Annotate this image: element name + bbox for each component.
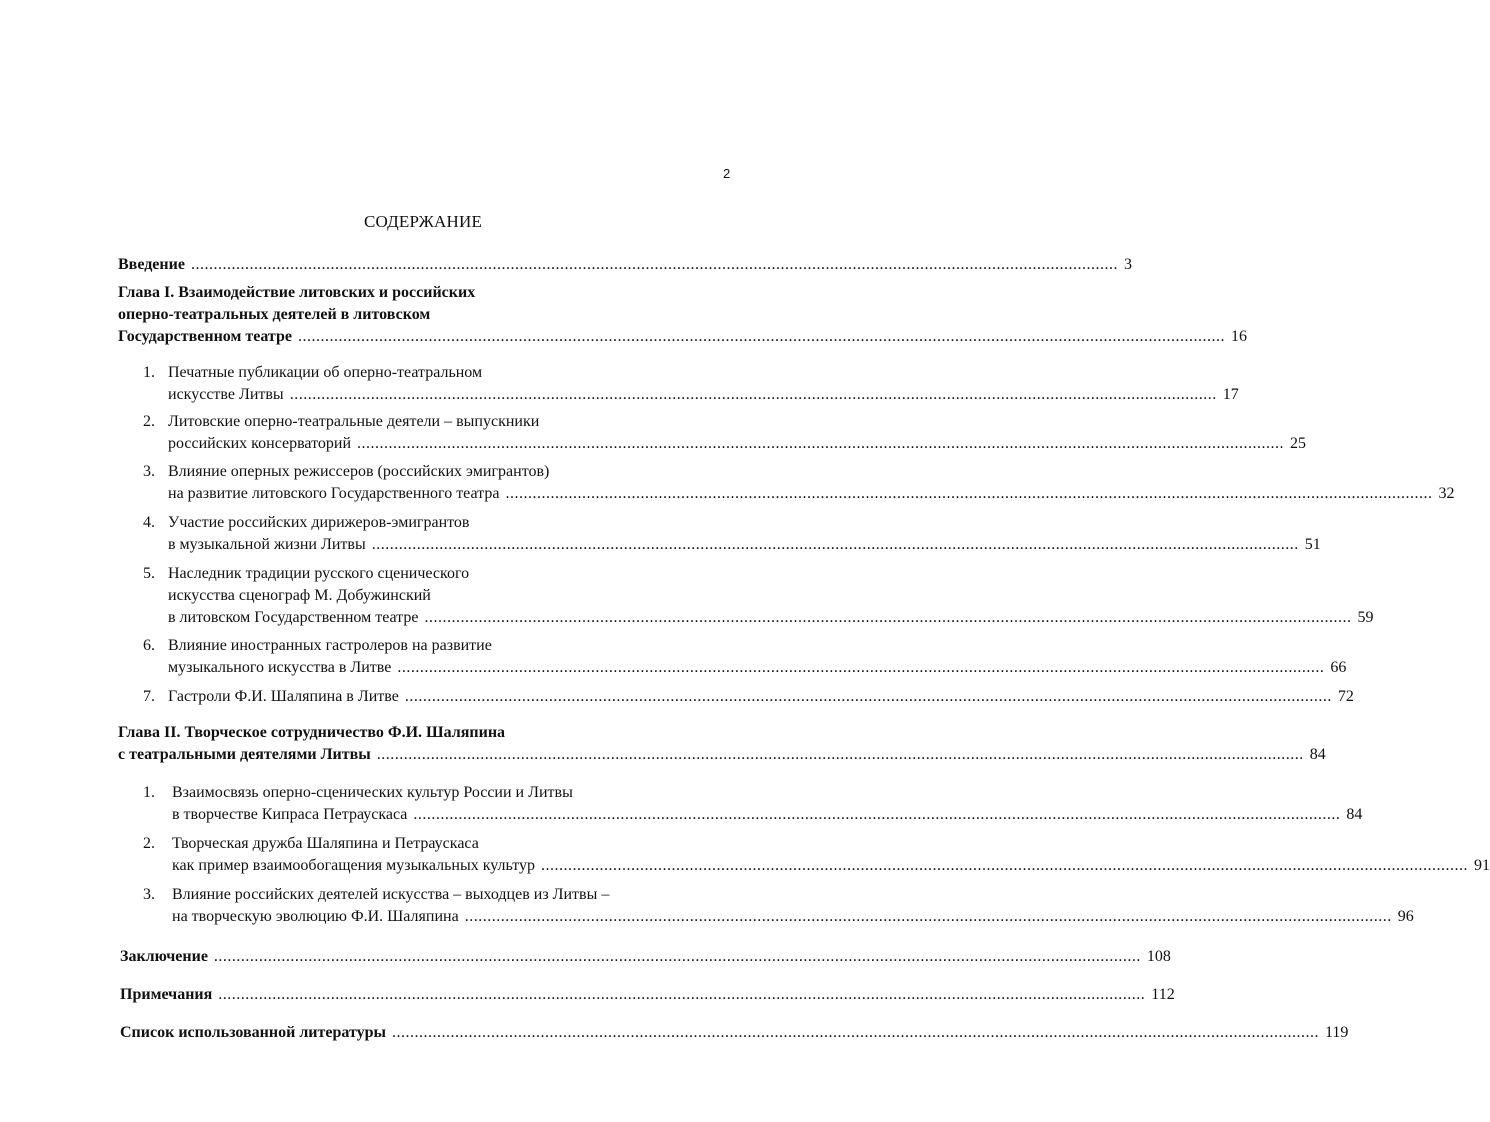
toc-section-2-1 xyxy=(172,782,1363,826)
section-number: 3. xyxy=(143,463,155,480)
section-title-line: российских консерваторий xyxy=(168,435,352,452)
section-title-line: Творческая дружба Шаляпина и Петраускаса xyxy=(172,835,479,852)
dot-leader: .............................................................................................................................................................................................................. xyxy=(376,746,1304,763)
toc-entry-notes xyxy=(120,984,1175,1006)
toc-entry-page: 16 xyxy=(1230,328,1247,345)
chapter-title-line: Глава I. Взаимодействие литовских и российских xyxy=(118,284,476,301)
dot-leader: .............................................................................................................................................................................................................. xyxy=(392,1024,1319,1041)
dot-leader: .............................................................................................................................................................................................................. xyxy=(190,256,1118,273)
toc-entry-text: Заключение xyxy=(120,948,208,965)
toc-entry-page: 91 xyxy=(1474,857,1490,874)
toc-section-1-6 xyxy=(168,635,1347,679)
toc-entry-page: 25 xyxy=(1290,435,1307,452)
toc-entry-page: 17 xyxy=(1222,386,1239,403)
dot-leader: .............................................................................................................................................................................................................. xyxy=(218,986,1146,1003)
section-title-line: в литовском Государственном театре xyxy=(168,609,419,626)
toc-entry-text: Список использованной литературы xyxy=(120,1024,386,1041)
dot-leader: .............................................................................................................................................................................................................. xyxy=(505,485,1433,502)
toc-entry-page: 3 xyxy=(1123,256,1132,273)
toc-entry-page: 119 xyxy=(1325,1024,1349,1041)
section-number: 6. xyxy=(143,637,155,654)
section-title-line: как пример взаимообогащения музыкальных культур xyxy=(172,857,535,874)
toc-chapter-1 xyxy=(118,282,1247,348)
toc-entry-page: 72 xyxy=(1337,688,1354,705)
section-title-line: Влияние российских деятелей искусства – выходцев из Литвы – xyxy=(172,886,610,903)
section-number: 4. xyxy=(143,514,155,531)
toc-section-1-2 xyxy=(168,411,1307,455)
section-number: 3. xyxy=(143,886,155,903)
toc-entry-page: 51 xyxy=(1304,536,1321,553)
dot-leader: .............................................................................................................................................................................................................. xyxy=(413,806,1341,823)
toc-entry-intro xyxy=(118,254,1132,276)
dot-leader: .............................................................................................................................................................................................................. xyxy=(397,659,1325,676)
toc-entry-bibliography xyxy=(120,1022,1349,1044)
dot-leader: .............................................................................................................................................................................................................. xyxy=(289,386,1217,403)
toc-title: СОДЕРЖАНИЕ xyxy=(363,212,483,231)
section-title-line: искусства сценограф М. Добужинский xyxy=(168,587,431,604)
section-title-line: Участие российских дирижеров-эмигрантов xyxy=(168,514,470,531)
toc-section-1-4 xyxy=(168,512,1321,556)
section-number: 2. xyxy=(143,413,155,430)
section-title-line: музыкального искусства в Литве xyxy=(168,659,392,676)
toc-entry-page: 96 xyxy=(1397,908,1414,925)
toc-entry-page: 66 xyxy=(1330,659,1347,676)
toc-section-1-1 xyxy=(168,362,1239,406)
chapter-title-line: с театральными деятелями Литвы xyxy=(118,746,371,763)
section-title-line: Влияние оперных режиссеров (российских эмигрантов) xyxy=(168,463,550,480)
page-number: 2 xyxy=(723,166,731,181)
dot-leader: .............................................................................................................................................................................................................. xyxy=(297,328,1225,345)
section-title-line: в творчестве Кипраса Петраускаса xyxy=(172,806,408,823)
dot-leader: .............................................................................................................................................................................................................. xyxy=(424,609,1352,626)
toc-entry-page: 108 xyxy=(1146,948,1171,965)
dot-leader: .............................................................................................................................................................................................................. xyxy=(371,536,1299,553)
section-title-line: на развитие литовского Государственного театра xyxy=(168,485,500,502)
chapter-title-line: Государственном театре xyxy=(118,328,292,345)
toc-section-2-3 xyxy=(172,884,1414,928)
chapter-title-line: Глава II. Творческое сотрудничество Ф.И. Шаляпина xyxy=(118,724,506,741)
toc-entry-page: 59 xyxy=(1357,609,1374,626)
dot-leader: .............................................................................................................................................................................................................. xyxy=(464,908,1392,925)
section-number: 5. xyxy=(143,565,155,582)
toc-entry-page: 84 xyxy=(1309,746,1326,763)
chapter-title-line: оперно-театральных деятелей в литовском xyxy=(118,306,431,323)
section-title-line: в музыкальной жизни Литвы xyxy=(168,536,366,553)
section-title-line: Гастроли Ф.И. Шаляпина в Литве xyxy=(168,688,399,705)
toc-section-1-7 xyxy=(168,686,1354,708)
toc-entry-conclusion xyxy=(120,946,1171,968)
section-title-line: искусстве Литвы xyxy=(168,386,284,403)
section-title-line: Литовские оперно-театральные деятели – выпускники xyxy=(168,413,540,430)
section-title-line: Наследник традиции русского сценического xyxy=(168,565,470,582)
section-number: 1. xyxy=(143,364,155,381)
section-title-line: на творческую эволюцию Ф.И. Шаляпина xyxy=(172,908,459,925)
section-number: 1. xyxy=(143,784,155,801)
dot-leader: .............................................................................................................................................................................................................. xyxy=(357,435,1285,452)
toc-entry-page: 112 xyxy=(1151,986,1175,1003)
dot-leader: .............................................................................................................................................................................................................. xyxy=(213,948,1141,965)
section-title-line: Печатные публикации об оперно-театральном xyxy=(168,364,483,381)
section-number: 2. xyxy=(143,835,155,852)
toc-entry-text: Введение xyxy=(118,256,185,273)
section-title-line: Влияние иностранных гастролеров на развитие xyxy=(168,637,492,654)
toc-entry-text: Примечания xyxy=(120,986,213,1003)
toc-section-1-5 xyxy=(168,563,1374,629)
toc-entry-page: 32 xyxy=(1438,485,1455,502)
toc-section-1-3 xyxy=(168,461,1455,505)
dot-leader: .............................................................................................................................................................................................................. xyxy=(404,688,1332,705)
section-title-line: Взаимосвязь оперно-сценических культур России и Литвы xyxy=(172,784,573,801)
toc-section-2-2 xyxy=(172,833,1490,877)
toc-entry-page: 84 xyxy=(1346,806,1363,823)
toc-chapter-2 xyxy=(118,722,1326,766)
dot-leader: .............................................................................................................................................................................................................. xyxy=(541,857,1468,874)
section-number: 7. xyxy=(143,688,155,705)
